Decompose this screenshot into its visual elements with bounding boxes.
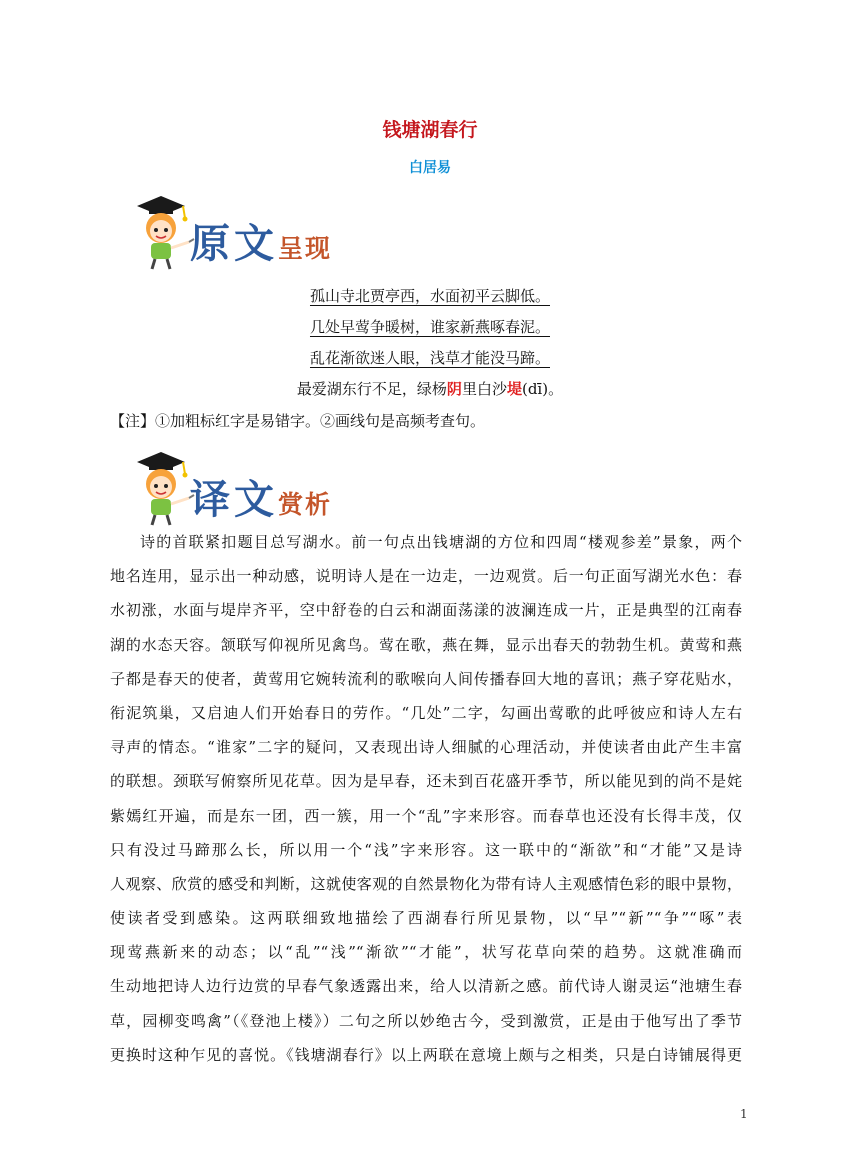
poem-line-3: 乱花渐欲迷人眼，浅草才能没马蹄。 [309, 349, 550, 367]
error-prone-char: 阴 [446, 380, 462, 398]
poem-title: 钱塘湖春行 [382, 119, 478, 141]
paragraph-line: 衔泥筑巢，又启迪人们开始春日的劳作。“几处”二字，勾画出莺歌的此呼彼应和诗人左右 [110, 703, 742, 722]
analysis-paragraph [110, 525, 742, 1072]
note-text: 【注】①加粗标红字是易错字。②画线句是高频考查句。 [110, 412, 486, 430]
paragraph-line: 诗的首联紧扣题目总写湖水。前一句点出钱塘湖的方位和四周“楼观参差”景象，两个 [140, 533, 742, 551]
paragraph-line: 更换时这种乍见的喜悦。《钱塘湖春行》以上两联在意境上颇与之相类，只是白诗铺展得更 [110, 1045, 742, 1064]
paragraph-line: 人观察、欣赏的感受和判断，这就使客观的自然景物化为带有诗人主观感情色彩的眼中景物， [110, 874, 742, 893]
heading-main: 译文 [190, 476, 278, 523]
poem-line [0, 285, 860, 306]
paragraph-line: 的联想。颈联写俯察所见花草。因为是早春，还未到百花盛开季节，所以能见到的尚不是姹 [110, 772, 742, 791]
paragraph-line: 只有没过马蹄那么长，所以用一个“浅”字来形容。这一联中的“渐欲”和“才能”又是诗 [110, 840, 742, 859]
section-heading [190, 212, 332, 269]
poem-text: 最爱湖东行不足，绿杨 [296, 380, 447, 398]
paragraph-line: 水初涨，水面与堤岸齐平，空中舒卷的白云和湖面荡漾的波澜连成一片，正是典型的江南春 [110, 601, 742, 620]
section-heading [190, 468, 332, 525]
paragraph-line: 地名连用，显示出一种动感，说明诗人是在一边走，一边观赏。后一句正面写湖光水色：春 [110, 567, 742, 586]
heading-sub: 呈现 [278, 234, 333, 263]
error-prone-char: 堤 [506, 380, 522, 398]
poem-text: (dī)。 [521, 380, 564, 398]
section-original-text-header [125, 192, 365, 272]
paragraph-line: 现莺燕新来的动态；以“乱”“浅”“渐欲”“才能”，状写花草向荣的趋势。这就准确而 [110, 943, 742, 962]
poem-line [0, 316, 860, 337]
paragraph-line: 紫嫣红开遍，而是东一团，西一簇，用一个“乱”字来形容。而春草也还没有长得丰茂，仅 [110, 806, 742, 825]
paragraph-line: 生动地把诗人边行边赏的早春气象透露出来，给人以清新之感。前代诗人谢灵运“池塘生春 [110, 977, 742, 996]
paragraph-line: 使读者受到感染。这两联细致地描绘了西湖春行所见景物，以“早”“新”“争”“啄”表 [110, 909, 742, 928]
paragraph-line: 湖的水态天容。颔联写仰视所见禽鸟。莺在歌，燕在舞，显示出春天的勃勃生机。黄莺和燕 [110, 635, 742, 654]
heading-main: 原文 [190, 220, 278, 267]
page-number: 1 [740, 1107, 748, 1121]
section-translation-header [125, 448, 365, 528]
paragraph-line: 子都是春天的使者，黄莺用它婉转流利的歌喉向人间传播春回大地的喜讯；燕子穿花贴水， [110, 669, 742, 688]
paragraph-line: 寻声的情态。“谁家”二字的疑问，又表现出诗人细腻的心理活动，并使读者由此产生丰富 [110, 738, 742, 757]
heading-sub: 赏析 [278, 490, 333, 519]
poem-text: 里白沙 [461, 380, 507, 398]
poem-author: 白居易 [409, 160, 451, 176]
mascot-graduate-icon [125, 192, 195, 272]
poem-line-1: 孤山寺北贾亭西，水面初平云脚低。 [309, 287, 550, 305]
paragraph-line: 草，园柳变鸣禽”（《登池上楼》）二句之所以妙绝古今，受到激赏，正是由于他写出了季节 [110, 1011, 742, 1030]
mascot-graduate-icon [125, 448, 195, 528]
poem-line-2: 几处早莺争暖树，谁家新燕啄春泥。 [309, 318, 550, 336]
poem-line-4 [0, 378, 860, 399]
poem-line [0, 347, 860, 368]
